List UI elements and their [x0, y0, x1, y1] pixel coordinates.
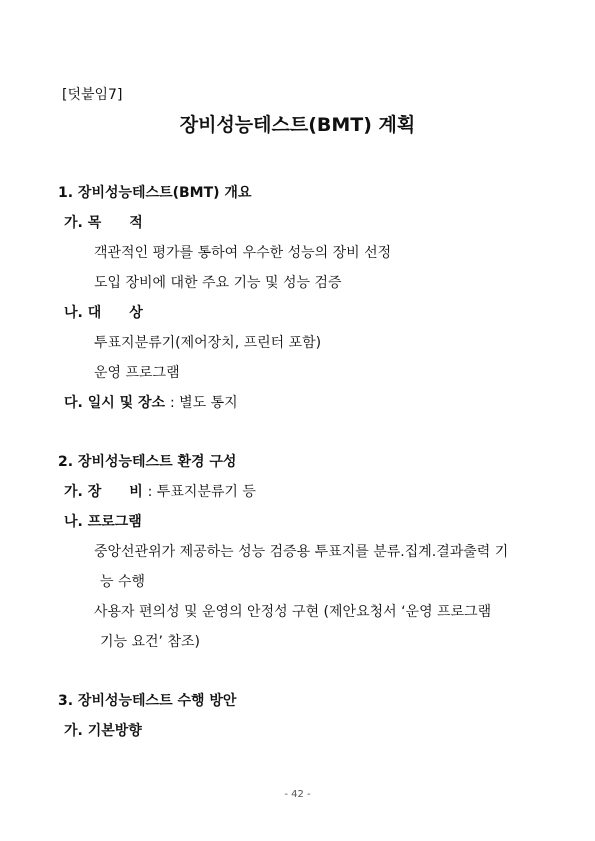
- section-3-heading: 3. 장비성능테스트 수행 방안: [58, 693, 237, 709]
- section-1-target-line-1: 투표지분류기(제어장치, 프린터 포함): [94, 335, 322, 351]
- section-1-schedule-label: 다. 일시 및 장소: [64, 395, 166, 411]
- section-1-purpose-line-2: 도입 장비에 대한 주요 기능 및 성능 검증: [94, 275, 342, 291]
- section-1-target-line-2: 운영 프로그램: [94, 365, 180, 381]
- section-1-schedule-value: : 별도 통지: [169, 395, 238, 411]
- section-3-basic-direction-label: 가. 기본방향: [64, 723, 142, 739]
- section-1-purpose-label: 가. 목 적: [64, 215, 143, 231]
- section-2-program-label: 나. 프로그램: [64, 514, 142, 530]
- attachment-label: [덧붙임7]: [62, 87, 123, 103]
- section-2-program-line-4: 기능 요건’ 참조): [100, 634, 200, 650]
- section-2-equipment-label: 가. 장 비: [64, 484, 143, 500]
- section-2-equipment-row: [64, 485, 256, 499]
- section-1-schedule-row: [64, 396, 238, 410]
- section-2-program-line-3: 사용자 편의성 및 운영의 안정성 구현 (제안요청서 ‘운영 프로그램: [94, 604, 492, 620]
- section-2-program-line-2: 능 수행: [100, 574, 146, 590]
- section-1-purpose-line-1: 객관적인 평가를 통하여 우수한 성능의 장비 선정: [94, 245, 392, 261]
- section-1-target-label: 나. 대 상: [64, 305, 143, 321]
- section-1-heading: 1. 장비성능테스트(BMT) 개요: [58, 185, 252, 201]
- page-number: - 42 -: [284, 789, 311, 800]
- document-title: 장비성능테스트(BMT) 계획: [179, 114, 416, 136]
- section-2-heading: 2. 장비성능테스트 환경 구성: [58, 454, 237, 470]
- section-2-equipment-value: : 투표지분류기 등: [147, 484, 256, 500]
- section-2-program-line-1: 중앙선관위가 제공하는 성능 검증용 투표지를 분류.집계.결과출력 기: [94, 544, 509, 560]
